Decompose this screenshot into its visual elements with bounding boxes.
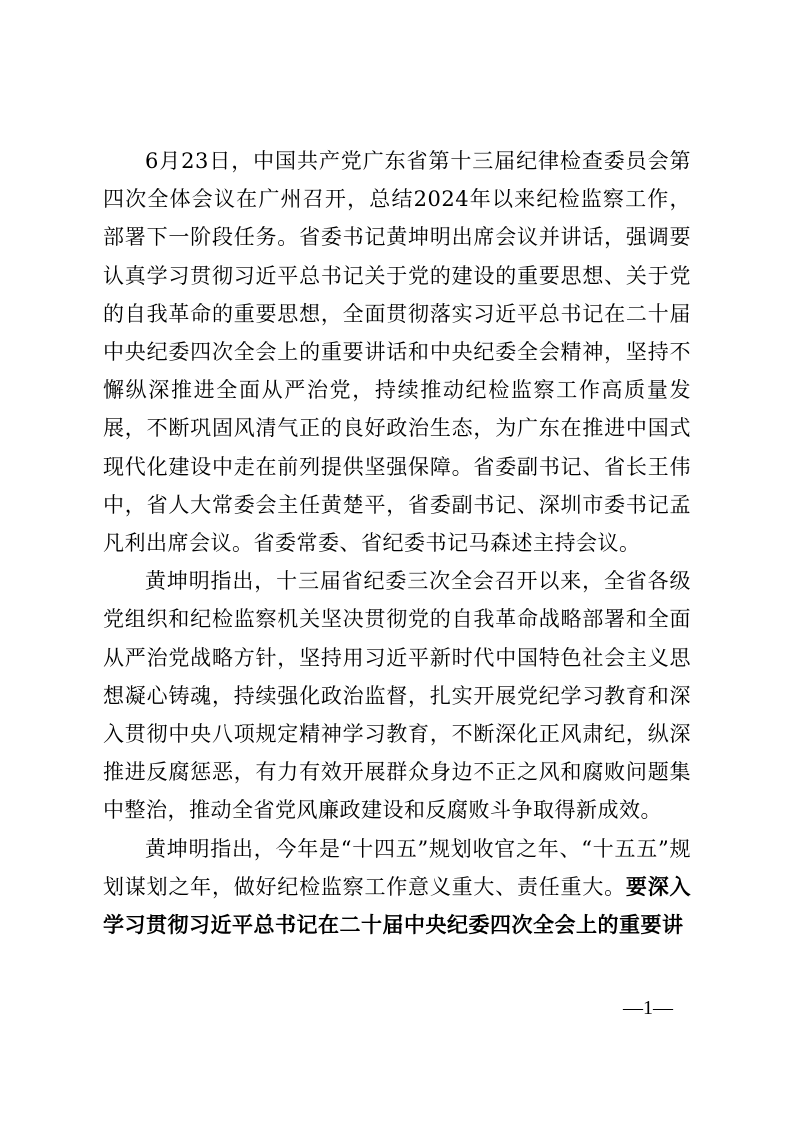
paragraph-2 [103,562,691,829]
paragraph-1-text: 6月23日，中国共产党广东省第十三届纪律检查委员会第四次全体会议在广州召开，总结2024年以来纪检监察工作，部署下一阶段任务。省委书记黄坤明出席会议并讲话，强调要认真学习贯彻习近平总书记关于党的建设的重要思想、关于党的自我革命的重要思想，全面贯彻落实习近平总书记在二十届中央纪委四次全会上的重要讲话和中央纪委全会精神，坚持不懈纵深推进全面从严治党，持续推动纪检监察工作高质量发展，不断巩固风清气正的良好政治生态，为广东在推进中国式现代化建设中走在前列提供坚强保障。省委副书记、省长王伟中，省人大常委会主任黄楚平，省委副书记、深圳市委书记孟凡利出席会议。省委常委、省纪委书记马森述主持会议。 [103,149,691,556]
paragraph-1 [103,142,691,562]
paragraph-3-bold-text: 要深入学习贯彻习近平总书记在二十届中央纪委四次全会上的重要讲 [103,873,691,938]
paragraph-3-text: 黄坤明指出，今年是“十四五”规划收官之年、“十五五”规划谋划之年，做好纪检监察工作意义重大、责任重大。 [103,836,691,899]
document-body [103,142,691,944]
paragraph-2-text: 黄坤明指出，十三届省纪委三次全会召开以来，全省各级党组织和纪检监察机关坚决贯彻党的自我革命战略部署和全面从严治党战略方针，坚持用习近平新时代中国特色社会主义思想凝心铸魂，持续强化政治监督，扎实开展党纪学习教育和深入贯彻中央八项规定精神学习教育，不断深化正风肃纪，纵深推进反腐惩恶，有力有效开展群众身边不正之风和腐败问题集中整治，推动全省党风廉政建设和反腐败斗争取得新成效。 [103,569,691,823]
paragraph-3 [103,830,691,945]
page-number: —1— [623,997,673,1019]
